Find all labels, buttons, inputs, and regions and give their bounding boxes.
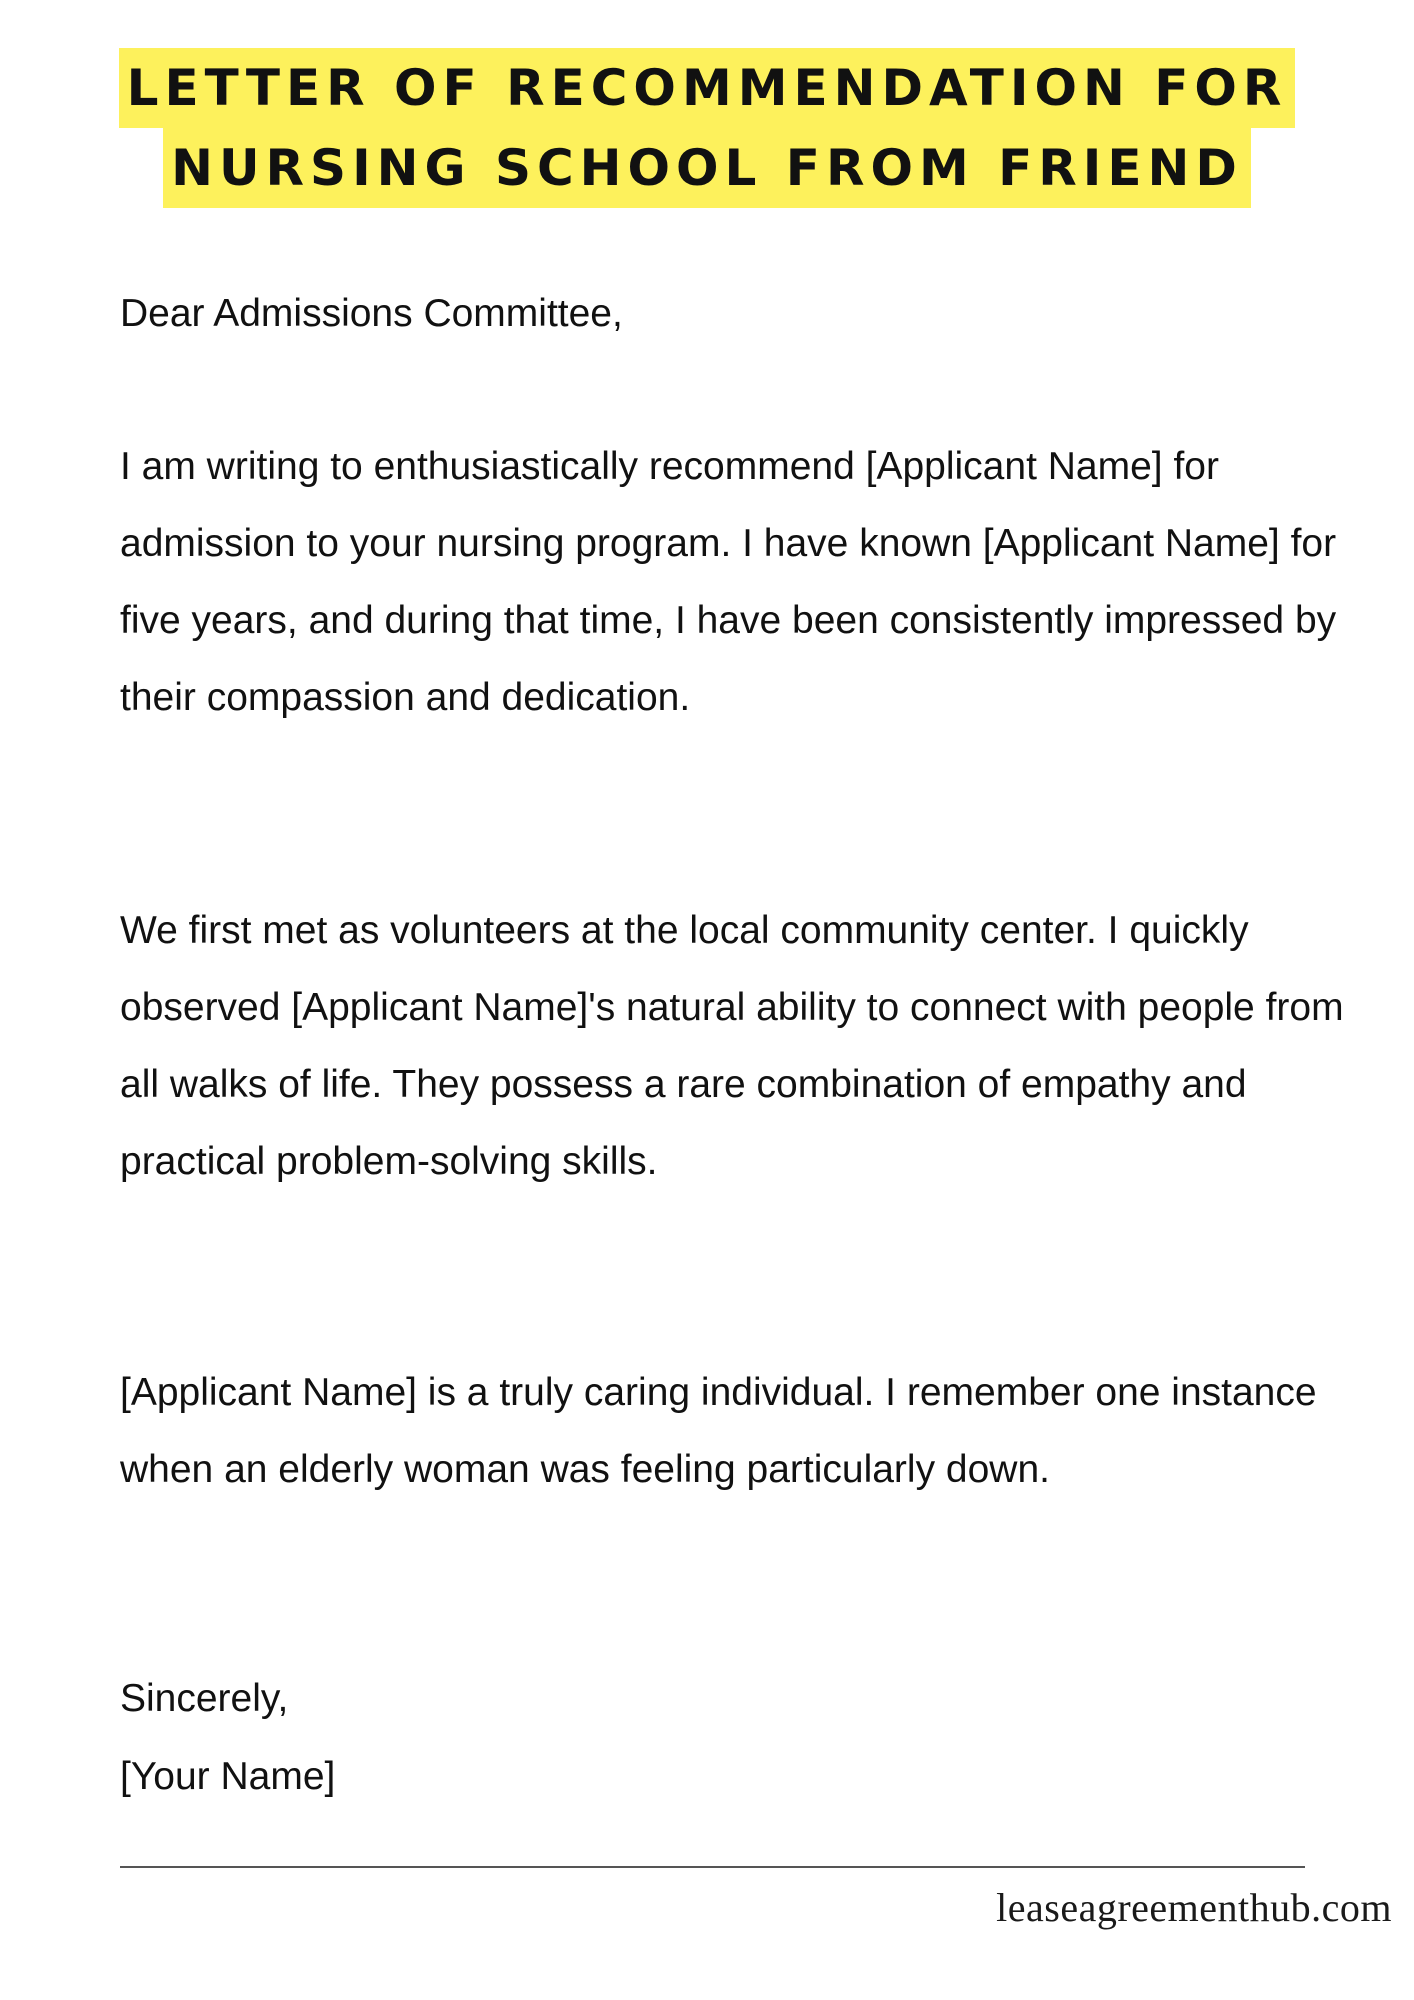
signature: [Your Name] <box>120 1755 336 1798</box>
footer-site-name: leaseagreementhub.com <box>996 1885 1392 1930</box>
title-line-1: LETTER OF RECOMMENDATION FOR <box>119 48 1296 128</box>
closing: Sincerely, <box>120 1677 289 1720</box>
paragraph-caring: [Applicant Name] is a truly caring individual. I remember one instance when an elderly woman was feeling particularly down. <box>120 1371 1317 1491</box>
paragraph-meeting: We first met as volunteers at the local community center. I quickly observed [Applicant Name]'s natural ability to connect with people from all walks of life. They possess a rare combination of empathy and practical problem-solving skills. <box>120 909 1344 1183</box>
page-title <box>0 48 1414 208</box>
title-line-2: NURSING SCHOOL FROM FRIEND <box>163 128 1251 208</box>
footer-divider <box>120 1866 1305 1868</box>
paragraph-intro: I am writing to enthusiastically recommend [Applicant Name] for admission to your nursing program. I have known [Applicant Name] for five years, and during that time, I have been consistently impressed by their compassion and dedication. <box>120 445 1337 719</box>
salutation: Dear Admissions Committee, <box>120 292 623 335</box>
